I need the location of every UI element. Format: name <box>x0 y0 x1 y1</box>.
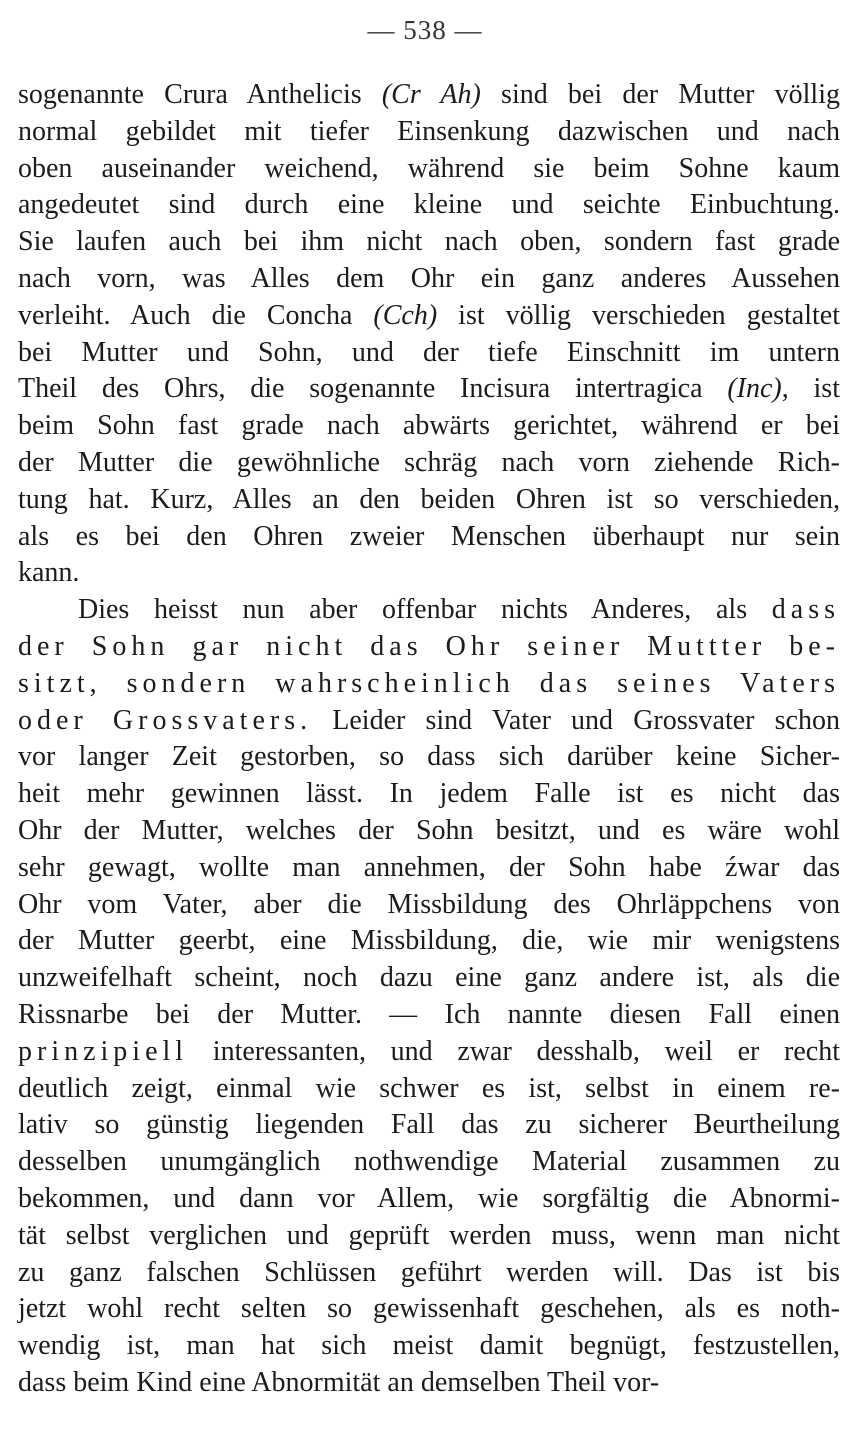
text-line: Theil des Ohrs, die sogenannte Incisura intertragica (Inc), ist <box>18 373 840 405</box>
text-line: bei Mutter und Sohn, und der tiefe Einschnitt im untern <box>18 336 840 368</box>
text-line <box>18 629 840 666</box>
spaced-emphasis-text: oder Grossvaters. <box>18 704 313 736</box>
text-line: desselben unumgänglich nothwendige Material zusammen zu <box>18 1146 840 1178</box>
spaced-emphasis-text: prinzipiell <box>18 1035 189 1067</box>
text-line: der Mutter geerbt, eine Missbildung, die, wie mir wenigstens <box>18 925 840 957</box>
text-line: verleiht. Auch die Concha (Cch) ist völlig verschieden gestaltet <box>18 299 840 331</box>
text-line: angedeutet sind durch eine kleine und seichte Einbuchtung. <box>18 189 840 221</box>
text-line: dass beim Kind eine Abnormität an demselben Theil vor- <box>18 1366 660 1398</box>
page-number: — 538 — <box>367 15 483 45</box>
text-line: kann. <box>18 557 80 589</box>
text-line <box>18 666 840 703</box>
text-line: wendig ist, man hat sich meist damit begnügt, festzustellen, <box>18 1330 840 1362</box>
text-line: Dies heisst nun aber offenbar nichts Anderes, als dass <box>78 594 840 626</box>
text-line: der Mutter die gewöhnliche schräg nach vorn ziehende Rich- <box>18 446 840 478</box>
text-line: normal gebildet mit tiefer Einsenkung dazwischen und nach <box>18 115 840 147</box>
spaced-emphasis-text: dass <box>771 594 840 626</box>
text-line: prinzipiell interessanten, und zwar desshalb, weil er recht <box>18 1035 840 1067</box>
text-line: lativ so günstig liegenden Fall das zu sicherer Beurtheilung <box>18 1109 840 1141</box>
text-line: vor langer Zeit gestorben, so dass sich darüber keine Sicher- <box>18 741 840 773</box>
text-line: sogenannte Crura Anthelicis (Cr Ah) sind bei der Mutter völlig <box>18 79 840 110</box>
italic-text: (Cch) <box>373 299 438 331</box>
spaced-emphasis-text: der Sohn gar nicht das Ohr seiner Muttter be- <box>18 630 840 662</box>
italic-text: (Cr Ah) <box>381 79 481 110</box>
text-line: als es bei den Ohren zweier Menschen überhaupt nur sein <box>18 520 840 552</box>
text-line: jetzt wohl recht selten so gewissenhaft geschehen, als es noth- <box>18 1293 840 1325</box>
text-line: Sie laufen auch bei ihm nicht nach oben, sondern fast grade <box>18 226 840 258</box>
text-line: bekommen, und dann vor Allem, wie sorgfältig die Abnormi- <box>18 1182 840 1214</box>
text-line: sehr gewagt, wollte man annehmen, der Sohn habe źwar das <box>18 851 840 883</box>
text-line: tung hat. Kurz, Alles an den beiden Ohren ist so verschieden, <box>18 483 840 515</box>
text-line: heit mehr gewinnen lässt. In jedem Falle ist es nicht das <box>18 778 840 810</box>
text-line: Rissnarbe bei der Mutter. — Ich nannte diesen Fall einen <box>18 998 840 1030</box>
text-line: Ohr vom Vater, aber die Missbildung des Ohrläppchens von <box>18 888 840 920</box>
text-line: oder Grossvaters. Leider sind Vater und Grossvater schon <box>18 704 840 736</box>
text-line: Ohr der Mutter, welches der Sohn besitzt, und es wäre wohl <box>18 814 840 846</box>
text-line: deutlich zeigt, einmal wie schwer es ist, selbst in einem re- <box>18 1072 840 1104</box>
text-line: tät selbst verglichen und geprüft werden muss, wenn man nicht <box>18 1219 840 1251</box>
text-line: oben auseinander weichend, während sie beim Sohne kaum <box>18 152 840 184</box>
spaced-emphasis-text: sitzt, sondern wahrscheinlich das seines Vaters <box>18 667 840 699</box>
body-text <box>18 77 840 1402</box>
text-line: nach vorn, was Alles dem Ohr ein ganz anderes Aussehen <box>18 262 840 294</box>
text-line: beim Sohn fast grade nach abwärts gerichtet, während er bei <box>18 410 840 442</box>
text-line: unzweifelhaft scheint, noch dazu eine ganz andere ist, als die <box>18 962 840 994</box>
text-line: zu ganz falschen Schlüssen geführt werden will. Das ist bis <box>18 1256 840 1288</box>
italic-text: (Inc) <box>727 373 782 405</box>
